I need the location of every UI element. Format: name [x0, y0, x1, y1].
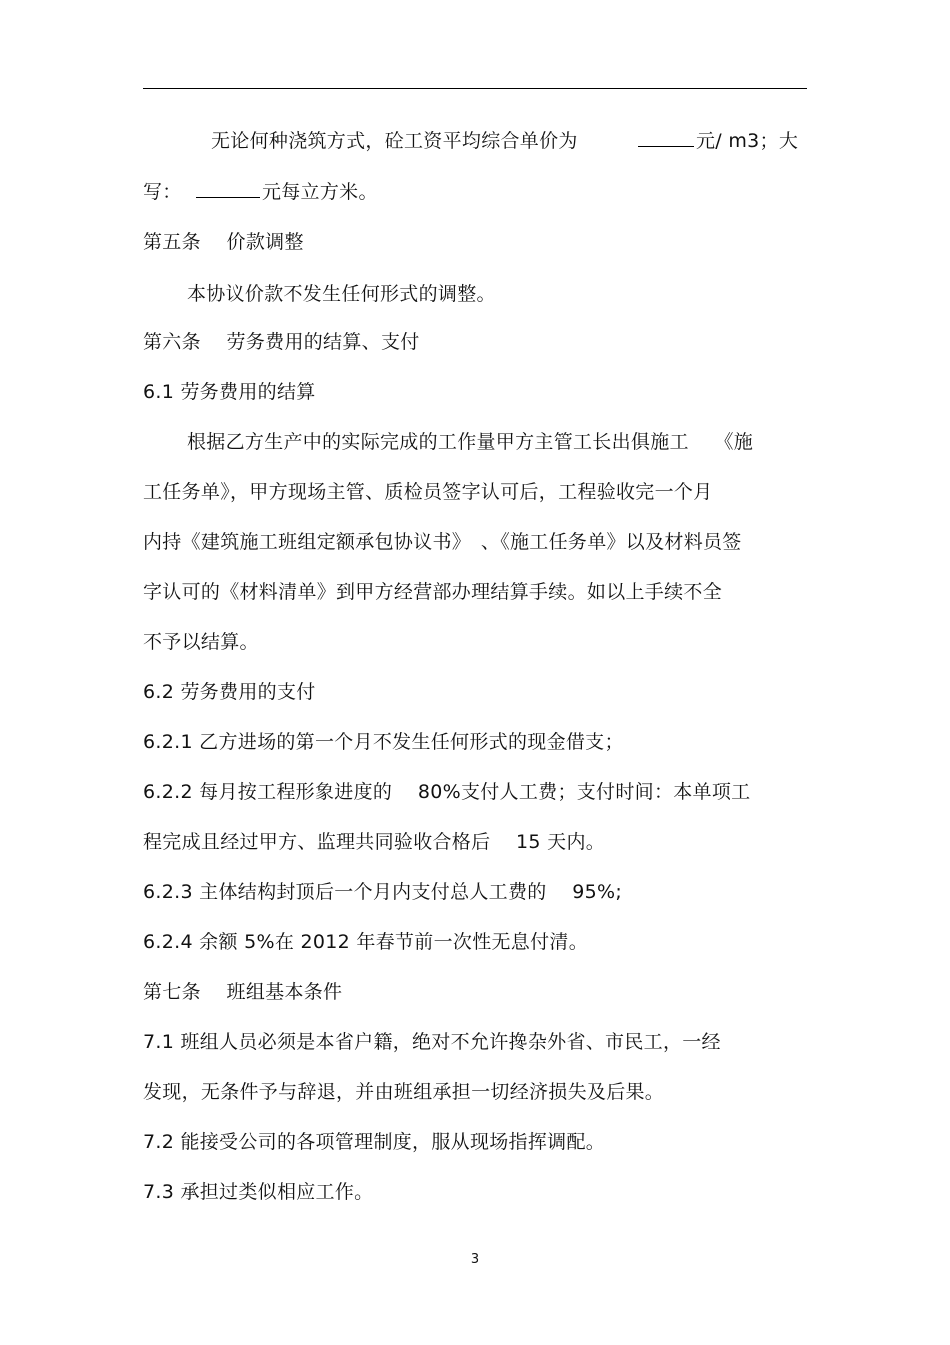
clause-7-1-line-1: 7.1 班组人员必须是本省户籍，绝对不允许搀杂外省、市民工，一经 — [143, 1031, 721, 1053]
unit-price-blank-line — [638, 129, 798, 153]
clause-7-1-line-2: 发现，无条件予与辞退，并由班组承担一切经济损失及后果。 — [143, 1081, 665, 1103]
article-7-heading: 第七条 班组基本条件 — [143, 981, 343, 1003]
blank-daxie — [196, 196, 260, 198]
blank-unit-price — [638, 145, 694, 147]
page-number: 3 — [470, 1252, 480, 1267]
clause-6-2-2-line-1: 6.2.2 每月按工程形象进度的 80%支付人工费；支付时间：本单项工 — [143, 781, 751, 803]
section-6-1-body-line-1: 根据乙方生产中的实际完成的工作量甲方主管工长出俱施工 《施 — [187, 431, 754, 453]
text-unit-price: 无论何种浇筑方式，砼工资平均综合单价为 — [211, 130, 578, 152]
paragraph-daxie — [143, 180, 378, 204]
clause-6-2-1: 6.2.1 乙方进场的第一个月不发生任何形式的现金借支； — [143, 731, 624, 753]
section-6-1-body-line-4: 字认可的《材料清单》到甲方经营部办理结算手续。如以上手续不全 — [143, 581, 723, 603]
article-5-heading: 第五条 价款调整 — [143, 231, 304, 253]
clause-6-2-3: 6.2.3 主体结构封顶后一个月内支付总人工费的 95%; — [143, 881, 623, 903]
section-6-1-body-line-2: 工任务单》，甲方现场主管、质检员签字认可后，工程验收完一个月 — [143, 481, 713, 503]
section-6-1-body-line-5: 不予以结算。 — [143, 631, 259, 653]
section-6-2-heading: 6.2 劳务费用的支付 — [143, 681, 316, 703]
article-6-heading: 第六条 劳务费用的结算、支付 — [143, 331, 420, 353]
clause-6-2-2-line-2: 程完成且经过甲方、监理共同验收合格后 15 天内。 — [143, 831, 606, 853]
clause-7-3: 7.3 承担过类似相应工作。 — [143, 1181, 374, 1203]
section-6-1-body-line-3: 内持《建筑施工班组定额承包协议书》 、《施工任务单》以及材料员签 — [143, 531, 742, 553]
header-rule — [143, 88, 807, 89]
clause-6-2-4: 6.2.4 余额 5%在 2012 年春节前一次性无息付清。 — [143, 931, 588, 953]
text-unit: 元/ m3；大 — [696, 130, 799, 152]
text-yuan-per-cubic: 元每立方米。 — [261, 181, 378, 203]
article-5-body: 本协议价款不发生任何形式的调整。 — [187, 283, 496, 305]
clause-7-2: 7.2 能接受公司的各项管理制度，服从现场指挥调配。 — [143, 1131, 606, 1153]
text-daxie: 写： — [143, 181, 182, 203]
paragraph-unit-price — [211, 129, 578, 153]
section-6-1-heading: 6.1 劳务费用的结算 — [143, 381, 316, 403]
